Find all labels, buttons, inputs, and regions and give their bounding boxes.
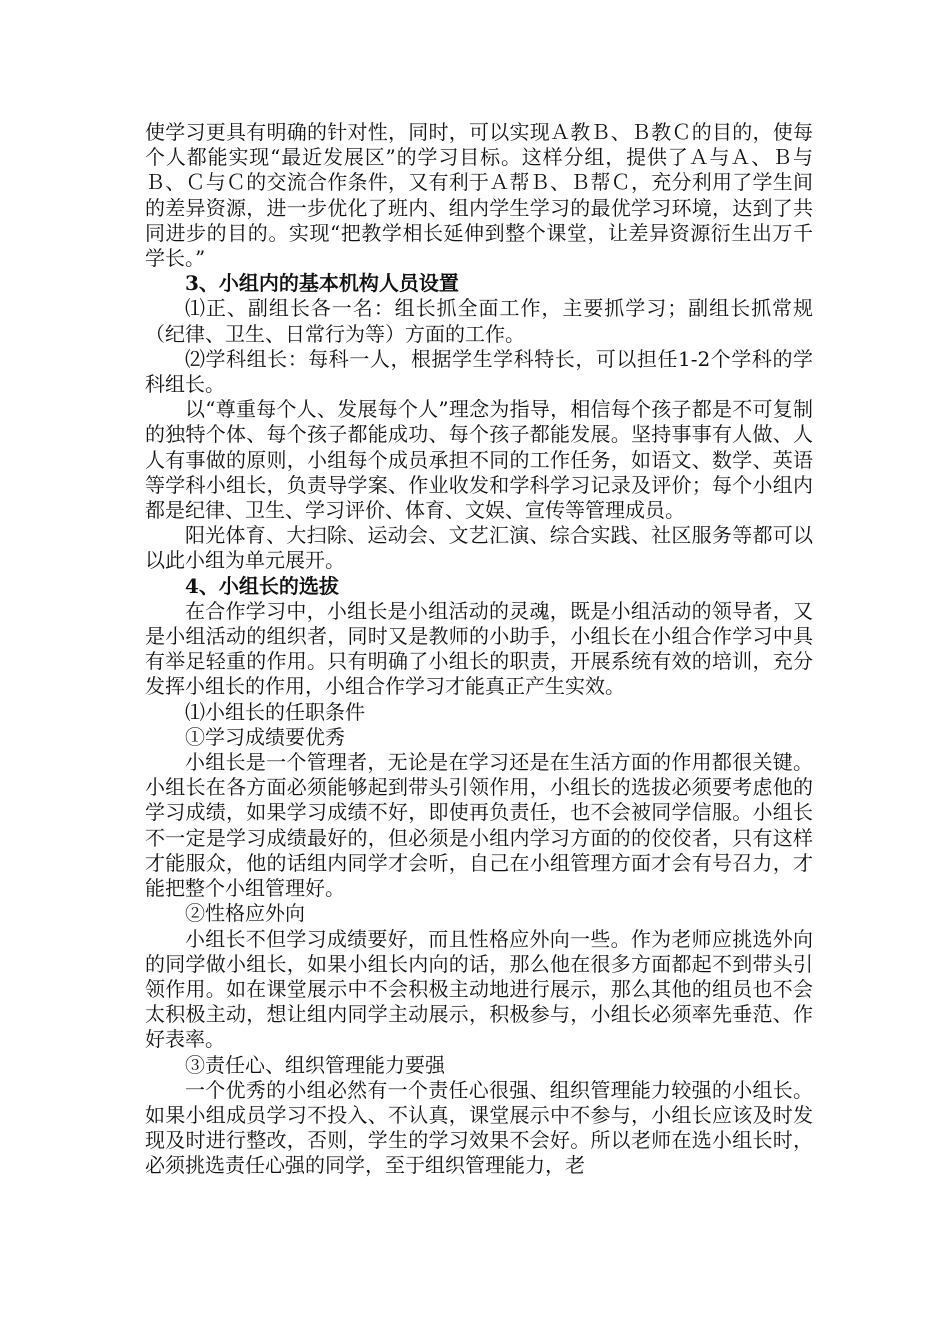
paragraph-leader-importance: 在合作学习中，小组长是小组活动的灵魂，既是小组活动的领导者，又是小组活动的组织者，同时又是教师的小助手，小组长在小组合作学习中具有举足轻重的作用。只有明确了小组长的职责，开展系统有效的培训，充分发挥小组长的作用，小组合作学习才能真正产生实效。: [145, 598, 813, 699]
paragraph-activities: 阳光体育、大扫除、运动会、文艺汇演、综合实践、社区服务等都可以以此小组为单元展开。: [145, 523, 813, 573]
paragraph-leader-roles: ⑴正、副组长各一名：组长抓全面工作，主要抓学习；副组长抓常规（纪律、卫生、日常行为等）方面的工作。: [145, 296, 813, 346]
item-heading-personality: ②性格应外向: [185, 901, 305, 926]
item-heading-grades: ①学习成绩要优秀: [185, 724, 345, 749]
paragraph-philosophy: 以“尊重每个人、发展每个人”理念为指导，相信每个孩子都是不可复制的独特个体、每个孩子都能成功、每个孩子都能发展。坚持事事有人做、人人有事做的原则，小组每个成员承担不同的工作任务，如语文、数学、英语等学科小组长，负责导学案、作业收发和学科学习记录及评价；每个小组内都是纪律、卫生、学习评价、体育、文娱、宣传等管理成员。: [145, 397, 813, 523]
section-heading-3: 3、小组内的基本机构人员设置: [185, 271, 459, 296]
paragraph-personality: 小组长不但学习成绩要好，而且性格应外向一些。作为老师应挑选外向的同学做小组长，如果小组长内向的话，那么他在很多方面都起不到带头引领作用。如在课堂展示中不会积极主动地进行展示，那么其他的组员也不会太积极主动，想让组内同学主动展示，积极参与，小组长必须率先垂范、作好表率。: [145, 926, 813, 1052]
paragraph-responsibility: 一个优秀的小组必然有一个责任心很强、组织管理能力较强的小组长。如果小组成员学习不投入、不认真，课堂展示中不参与，小组长应该及时发现及时进行整改，否则，学生的学习效果不会好。所以老师在选小组长时，必须挑选责任心强的同学，至于组织管理能力，老: [145, 1077, 813, 1178]
paragraph-intro: 使学习更具有明确的针对性，同时，可以实现Ａ教Ｂ、Ｂ教Ｃ的目的，使每个人都能实现“最近发展区”的学习目标。这样分组，提供了Ａ与Ａ、Ｂ与Ｂ、Ｃ与Ｃ的交流合作条件，又有利于Ａ帮Ｂ、Ｂ帮Ｃ，充分利用了学生间的差异资源，进一步优化了班内、组内学生学习的最优学习环境，达到了共同进步的目的。实现“把教学相长延伸到整个课堂，让差异资源衍生出万千学长。”: [145, 120, 813, 271]
item-heading-responsibility: ③责任心、组织管理能力要强: [185, 1052, 445, 1077]
paragraph-subject-leaders: ⑵学科组长：每科一人，根据学生学科特长，可以担任1-2个学科的学科组长。: [145, 346, 813, 397]
subheading-qualifications: ⑴小组长的任职条件: [185, 699, 365, 724]
document-body: [145, 120, 813, 1179]
section-heading-4: 4、小组长的选拔: [185, 573, 339, 598]
paragraph-grades: 小组长是一个管理者，无论是在学习还是在生活方面的作用都很关键。小组长在各方面必须能够起到带头引领作用，小组长的选拔必须要考虑他的学习成绩，如果学习成绩不好，即使再负责任，也不会被同学信服。小组长不一定是学习成绩最好的，但必须是小组内学习方面的的佼佼者，只有这样才能服众，他的话组内同学才会听，自己在小组管理方面才会有号召力，才能把整个小组管理好。: [145, 750, 813, 901]
